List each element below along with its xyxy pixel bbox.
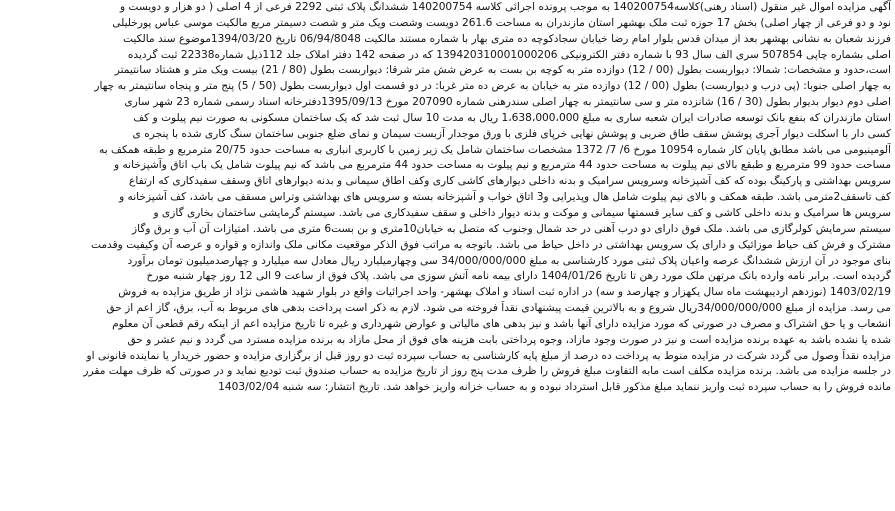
notice-line: گردیده است. برابر نامه وارده بانک مرتهن ملک مورد رهن تا تاریخ 1404/01/26 دارای بیمه نامه آتش سوزی می باشد. پلاک فوق از ساعت 9 الی 12 روز چهار شنبه مورخ — [146, 270, 891, 283]
notice-line: به چهار اصلی جنوبا: (پی درب و دیواربست) بطول (00 / 12) دوازده متر به خیابان به عرض ده متر غربا: در دو قسمت اول دیواربست بطول (50 / 5) پنج متر و پنجاه سانتیمتر به چهار — [94, 80, 891, 93]
notice-line: استان مازندران که بنفع بانک توسعه صادرات ایران شعبه ساری به مبلغ 1،638،000،000 ریال به مدت 10 سال ثبت شد که یک ساختمان مسکونی به صورت نیم پیلوت و کف — [133, 111, 891, 124]
notice-line: کسی دار با اسکلت دیوار آجری پوشش سقف طاق ضربی و پوشش نهایی خرپای فلزی با ورق موجدار آزبست سیمان و نمای ضلع جنوبی ساختمان سنگ کاری شده با پنجره ی — [132, 127, 891, 140]
notice-line: انشعاب و یا حق اشتراک و مصرف در صورتی که مورد مزایده دارای آنها باشد و نیز بدهی های مالیاتی و عوارض شهرداری و غیره تا تاریخ مزایده اعم از اینکه رقم قطعی آن معلوم — [112, 317, 891, 330]
notice-line: 1403/02/19 (نوزدهم اردیبهشت ماه سال یکهزار و چهارصد و سه) در اداره ثبت اسناد و املاک بهشهر- واحد اجرائیات واقع در بلوار شهید هاشمی نژاد از طریق مزایده به فروش — [118, 286, 891, 299]
notice-line: فرزند شعبان به نشانی بهشهر بعد از میدان قدس بلوار امام رضا خیابان سجادکوچه ده متری بهار با شماره مستند مالکیت 06/94/8048 تاریخ 1394/03/20موضوع سند مالکیت — [123, 32, 891, 45]
notice-line: اصلی بشماره چاپی 507854 سری الف سال 93 با شماره دفتر الکترونیکی 139420310001000206 که در صفحه 142 دفتر املاک جلد 112ذیل شماره22338 ثبت گردیده — [127, 48, 891, 61]
notice-line: کف تاسقف2مترمی باشد. طبقه همکف و بالای نیم پیلوت شامل هال وپذیرایی و3 اتاق خواب و آشپزخانه بسته و سرویس های بهداشتی وتراس مسقف می باشد، کف آشپزخانه و — [119, 191, 891, 204]
notice-line: سیستم سرمایش کولرگازی می باشد. ملک فوق دارای دو درب آهنی در حد شمال وجنوب که متصل به خیابان10متری و بن بست6 متری می باشد. امتیازات آن آب و برق وگاز — [131, 222, 891, 235]
notice-line: آلومینیومی می باشد مطابق پایان کار شماره 10954 مورخ 6/ 7/ 1372 مشخصات ساختمان شامل یک زیر زمین با کاربری انباری به مساحت حدود 20/75 مترمربع و طبقه همکف به — [99, 143, 891, 156]
notice-line: بنای موجود در آن ارزش ششدانگ عرصه واعیان پلاک ثبتی مورد کارشناسی به مبلغ 34/000/000/000 سی وچهارمیلیارد ریال معادل سه میلیارد و چهارصدمیلیون تومان برآورد — [127, 254, 891, 267]
notice-line: سرویس بهداشتی و پارکینگ بوده که کف آشپزخانه وسرویس سرامیک و بدنه داخلی دیوارهای کاشی کاری وکف اطاق سیمانی و بدنه دیوارهای اتاق وسقف سفیدکاری که ارتفاع — [129, 175, 891, 188]
notice-line: نود و دو فرعی از چهار اصلی) بخش 17 حوزه ثبت ملک بهشهر استان مازندران به مساحت 261.6 دویست وشصت ویک متر و شصت دسیمتر مربع مالکیت موسی عباس پورخلیلی — [112, 16, 891, 29]
notice-line: مساحت حدود 99 مترمربع و طبقع بالای نیم پیلوت به مساحت حدود 44 مترمربع و نیم پیلوت به مساحت حدود 44 مترمربع می باشد که نیم پیلوت شامل یک باب اتاق وآشپزخانه و — [114, 159, 891, 172]
notice-line: است،حدود و مشخصات: شمالا: دیواربست بطول (00 / 12) دوازده متر به کوچه بن بست به عرض شش متر شرقا: دیواربست بطول (80 / 21) بیست ویک متر و هشتاد سانتیمتر — [114, 64, 891, 77]
notice-line: سرویس ها سرامیک و بدنه داخلی کاشی و کف سایر قسمتها سیمانی و موکت و بدنه دیوار داخلی و سقف سفیدکاری می باشد. سیستم گرمایشی ساختمان بخاری گازی و — [153, 206, 891, 219]
notice-line: مانده فروش را به حساب سپرده ثبت واریز ننماید مبلغ مذکور قابل استرداد نبوده و به حساب خزانه واریز خواهد شد. تاریخ انتشار: سه شنبه 1403/02/04 — [218, 381, 891, 394]
notice-line: می رسد. مزایده از مبلغ 34/000/000/000ریال شروع و به بالاترین قیمت پیشنهادی نقداً فروخته می شود. لازم به ذکر است پرداخت بدهی های مربوط به آب، برق، گاز اعم از حق — [106, 302, 891, 315]
notice-line: شده یا نشده باشد به عهده برنده مزایده است و نیز در صورت وجود مازاد، وجوه پرداختی بابت هزینه های فوق از محل مازاد به برنده مزایده مسترد می گردد و نیم عشر و حق — [127, 333, 891, 346]
notice-line: آگهی مزایده اموال غیر منقول (اسناد رهنی)کلاسه140200754 به موجب پرونده اجرائی کلاسه 140200754 ششدانگ پلاک ثبتی 2292 فرعی از 4 اصلی ( دو هزار و دویست و — [119, 1, 891, 13]
notice-line: مشترک و فرش کف حیاط موزائیک و دارای یک سرویس بهداشتی در داخل حیاط می باشد. باتوجه به مراتب فوق الذکر موقعیت مکانی ملک واندازه و قواره و عرصه آن وکیفیت وقدمت — [90, 238, 891, 251]
notice-line: در جلسه مزایده می باشد. برنده مزایده مکلف است مابه التفاوت مبلغ فروش را ظرف مدت پنج روز از تاریخ مزایده به حساب صندوق ثبت تودیع نماید و در صورتی که ظرف مهلت مقرر — [83, 365, 891, 378]
notice-line: اصلی دوم دیوار بدیوار بطول (30 / 16) شانزده متر و سی سانتیمتر به چهار اصلی سندرهنی شماره 207090 مورخ 1395/09/13دفترخانه اسناد رسمی شماره 23 شهر ساری — [124, 96, 891, 109]
notice-line: مزایده نقداً وصول می گردد شرکت در مزایده منوط به پرداخت ده درصد از مبلغ پایه کارشناسی به حساب سپرده ثبت دو روز قبل از برگزاری مزایده و حضور خریدار یا نماینده قانونی او — [86, 349, 891, 362]
